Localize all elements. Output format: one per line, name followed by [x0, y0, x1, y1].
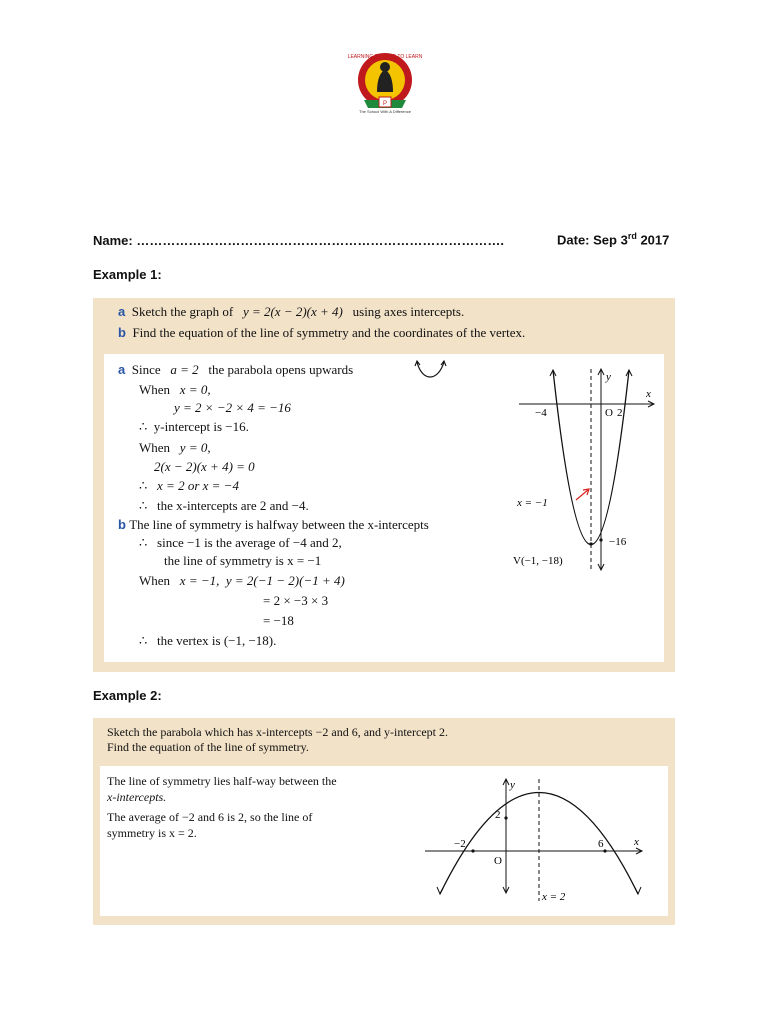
sol-a-label: a [118, 362, 126, 377]
sol-l12-pre: When [139, 573, 171, 588]
question-b-text: Find the equation of the line of symmetry and the coordinates of the vertex. [132, 325, 526, 340]
sol-line-14: = −18 [263, 613, 294, 628]
example2-answer-line4: symmetry is x = 2. [107, 826, 197, 840]
name-dots: …………………………………………………………………………. [136, 233, 504, 248]
graph2-x-label: x [634, 836, 639, 848]
sol-l5-eq: y = 0, [179, 440, 211, 455]
therefore-symbol: ∴ [139, 633, 148, 648]
sol-l12-rhs: y = 2(−1 − 2)(−1 + 4) [225, 573, 345, 588]
sol-line-12 [139, 573, 345, 589]
sol-l10-text: since −1 is the average of −4 and 2, [157, 535, 342, 550]
part-a-label: a [118, 304, 126, 319]
parabola-up-icon [414, 360, 448, 382]
sol-line-15 [139, 633, 276, 649]
graph2-x-int-right: 6 [598, 838, 604, 850]
graph1-x-int-left: −4 [535, 407, 547, 419]
sol-line-1 [118, 362, 353, 378]
sol-l7-text: x = 2 or x = −4 [157, 478, 239, 493]
graph2-x-int-left: −2 [454, 838, 466, 850]
graph1-origin-label: O [605, 407, 613, 419]
sol-line-13: = 2 × −3 × 3 [263, 593, 329, 608]
sol-l1-eq: a = 2 [170, 362, 199, 377]
date-label: Date: Sep 3 [557, 232, 628, 248]
example1-question-a [118, 304, 464, 320]
example1-graph [509, 364, 659, 574]
name-field [93, 233, 504, 248]
graph1-symmetry-label: x = −1 [517, 497, 548, 509]
sol-l15-text: the vertex is (−1, −18). [157, 633, 277, 648]
sol-l2-eq: x = 0, [179, 382, 211, 397]
example2-panel [93, 718, 675, 925]
therefore-symbol: ∴ [139, 478, 148, 493]
sol-l8-text: the x-intercepts are 2 and −4. [157, 498, 309, 513]
sol-l4-text: y-intercept is −16. [153, 419, 249, 434]
school-logo [347, 50, 423, 116]
sol-line-3: y = 2 × −2 × 4 = −16 [174, 400, 291, 415]
graph2-origin-label: O [494, 855, 502, 867]
example2-answer-line3: The average of −2 and 6 is 2, so the line of [107, 810, 313, 824]
example2-heading: Example 2: [93, 688, 162, 703]
logo-tagline: The School With A Difference [359, 109, 411, 114]
graph1-vertex-label: V(−1, −18) [513, 555, 563, 567]
sol-l2-pre: When [139, 382, 171, 397]
therefore-symbol: ∴ [139, 535, 148, 550]
example2-answer-line1: The line of symmetry lies half-way between the [107, 774, 337, 788]
example2-question-line1: Sketch the parabola which has x-intercepts −2 and 6, and y-intercept 2. [107, 725, 448, 739]
sol-l12-eq: x = −1, [179, 573, 220, 588]
sol-l9-text: The line of symmetry is halfway between the x-intercepts [129, 517, 429, 532]
graph1-x-label: x [646, 388, 651, 400]
sol-line-6: 2(x − 2)(x + 4) = 0 [154, 459, 255, 474]
sol-line-10 [139, 535, 342, 551]
sol-line-7 [139, 478, 239, 494]
question-a-equation: y = 2(x − 2)(x + 4) [242, 304, 343, 319]
graph1-y-label: y [606, 371, 611, 383]
example1-solution-box [104, 354, 664, 662]
example1-panel [93, 298, 675, 672]
sol-l1-post: the parabola opens upwards [208, 362, 354, 377]
sol-l5-pre: When [139, 440, 171, 455]
graph2-y-label: y [510, 779, 515, 791]
graph1-x-int-right: 2 [617, 407, 623, 419]
question-a-text: Sketch the graph of [131, 304, 234, 319]
example2-answer-line2: x-intercepts. [107, 790, 167, 804]
svg-text:P: P [382, 101, 388, 107]
date-field [557, 231, 669, 247]
part-b-label: b [118, 325, 126, 340]
question-a-text-post: using axes intercepts. [352, 304, 465, 319]
sol-line-2 [139, 382, 211, 398]
sol-b-label: b [118, 517, 126, 532]
therefore-symbol: ∴ [139, 498, 148, 513]
graph1-y-int-label: −16 [609, 536, 627, 548]
example2-solution-box [100, 766, 668, 916]
date-year: 2017 [640, 232, 670, 248]
example1-heading: Example 1: [93, 267, 162, 282]
graph2-symmetry-label: x = 2 [542, 891, 566, 903]
example2-graph [420, 776, 650, 914]
svg-text:LEARNING TO LOVE TO LEARN: LEARNING TO LOVE TO LEARN [347, 54, 423, 60]
sol-line-8 [139, 498, 309, 514]
sol-l1-pre: Since [131, 362, 161, 377]
example2-question-line2: Find the equation of the line of symmetry. [107, 740, 309, 754]
name-label: Name: [93, 233, 133, 248]
therefore-symbol: ∴ [139, 419, 148, 434]
graph2-y-int-label: 2 [495, 809, 501, 821]
example1-question-b [118, 325, 525, 341]
sol-line-4 [139, 419, 249, 435]
sol-line-5 [139, 440, 211, 456]
sol-line-11: the line of symmetry is x = −1 [164, 553, 322, 568]
sol-line-9 [118, 517, 429, 533]
date-suffix: rd [627, 231, 637, 241]
